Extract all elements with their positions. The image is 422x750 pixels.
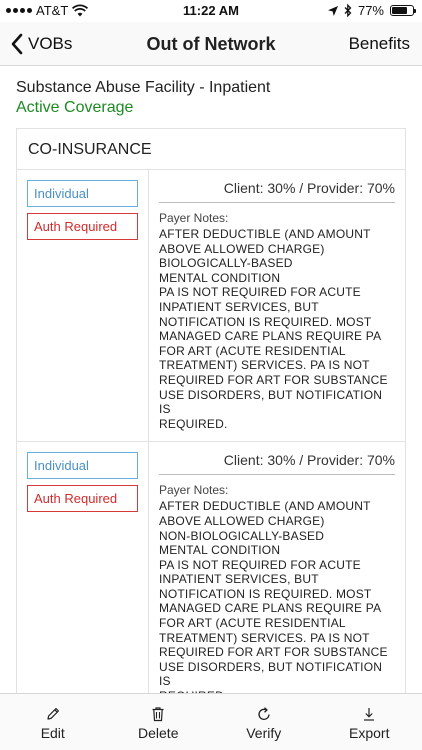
delete-button[interactable]: [106, 694, 212, 750]
benefit-row-details: [149, 442, 405, 713]
verify-label: Verify: [246, 725, 282, 741]
coverage-level-tag: Individual: [27, 180, 138, 207]
coverage-status: Active Coverage: [16, 99, 134, 116]
auth-required-tag: Auth Required: [27, 485, 138, 512]
benefit-row: [17, 170, 405, 442]
back-button-label: VOBs: [28, 34, 73, 53]
payer-notes-text: AFTER DEDUCTIBLE (AND AMOUNT ABOVE ALLOWED CHARGE) NON-BIOLOGICALLY-BASED MENTAL CONDITION PA IS NOT REQUIRED FOR ACUTE INPATIENT SERVICES, BUT NOTIFICATION IS REQUIRED. MOST MANAGED CARE PLANS REQUIRE PA FOR ART (ACUTE RESIDENTIAL TREATMENT) SERVICES. PA IS NOT REQUIRED FOR ART FOR SUBSTANCE USE DISORDERS, BUT NOTIFICATION IS: [159, 499, 388, 689]
trash-icon: [150, 706, 166, 722]
payer-notes-label: Payer Notes:: [159, 483, 229, 498]
export-button[interactable]: [317, 694, 422, 750]
benefits-button[interactable]: Benefits: [348, 34, 410, 53]
carrier-label: AT&T: [36, 3, 69, 18]
benefit-row-details: [149, 170, 405, 441]
refresh-icon: [256, 706, 272, 722]
status-time: 11:22 AM: [183, 3, 239, 18]
cost-split: Client: 30% / Provider: 70%: [159, 180, 395, 203]
page-title: Out of Network: [146, 34, 276, 54]
payer-notes-text: AFTER DEDUCTIBLE (AND AMOUNT ABOVE ALLOWED CHARGE) BIOLOGICALLY-BASED MENTAL CONDITION PA IS NOT REQUIRED FOR ACUTE INPATIENT SERVICES, BUT NOTIFICATION IS REQUIRED. MOST MANAGED CARE PLANS REQUIRE PA FOR ART (ACUTE RESIDENTIAL TREATMENT) SERVICES. PA IS NOT REQUIRED FOR ART FOR SUBSTANCE USE DISORDERS, BUT NOTIFICATION IS REQUIRED.: [159, 227, 388, 431]
cost-split: Client: 30% / Provider: 70%: [159, 452, 395, 475]
battery-icon: [390, 5, 414, 16]
coverage-level-tag: Individual: [27, 452, 138, 479]
edit-label: Edit: [40, 725, 65, 741]
status-bar: [0, 0, 422, 22]
content-scroll-area[interactable]: [0, 67, 422, 693]
benefit-row: [17, 442, 405, 714]
battery-level: [392, 7, 407, 14]
export-label: Export: [349, 725, 390, 741]
edit-button[interactable]: [0, 694, 106, 750]
co-insurance-section: [16, 128, 406, 737]
facility-title: Substance Abuse Facility - Inpatient: [16, 79, 271, 96]
battery-percent: 77%: [357, 3, 384, 18]
verify-button[interactable]: [211, 694, 317, 750]
benefit-row-tags: [17, 442, 149, 713]
auth-required-tag: Auth Required: [27, 213, 138, 240]
bluetooth-icon: [344, 4, 352, 17]
back-button[interactable]: [10, 22, 72, 66]
status-right: [328, 3, 414, 18]
benefit-row-tags: [17, 170, 149, 441]
navigation-bar: [0, 22, 422, 66]
chevron-left-icon: [10, 33, 24, 55]
bottom-toolbar: [0, 693, 422, 750]
location-arrow-icon: [328, 6, 338, 16]
payer-notes-label: Payer Notes:: [159, 211, 229, 225]
download-icon: [361, 706, 377, 722]
delete-label: Delete: [138, 725, 179, 741]
pencil-icon: [45, 706, 61, 722]
section-header: CO-INSURANCE: [17, 129, 405, 170]
